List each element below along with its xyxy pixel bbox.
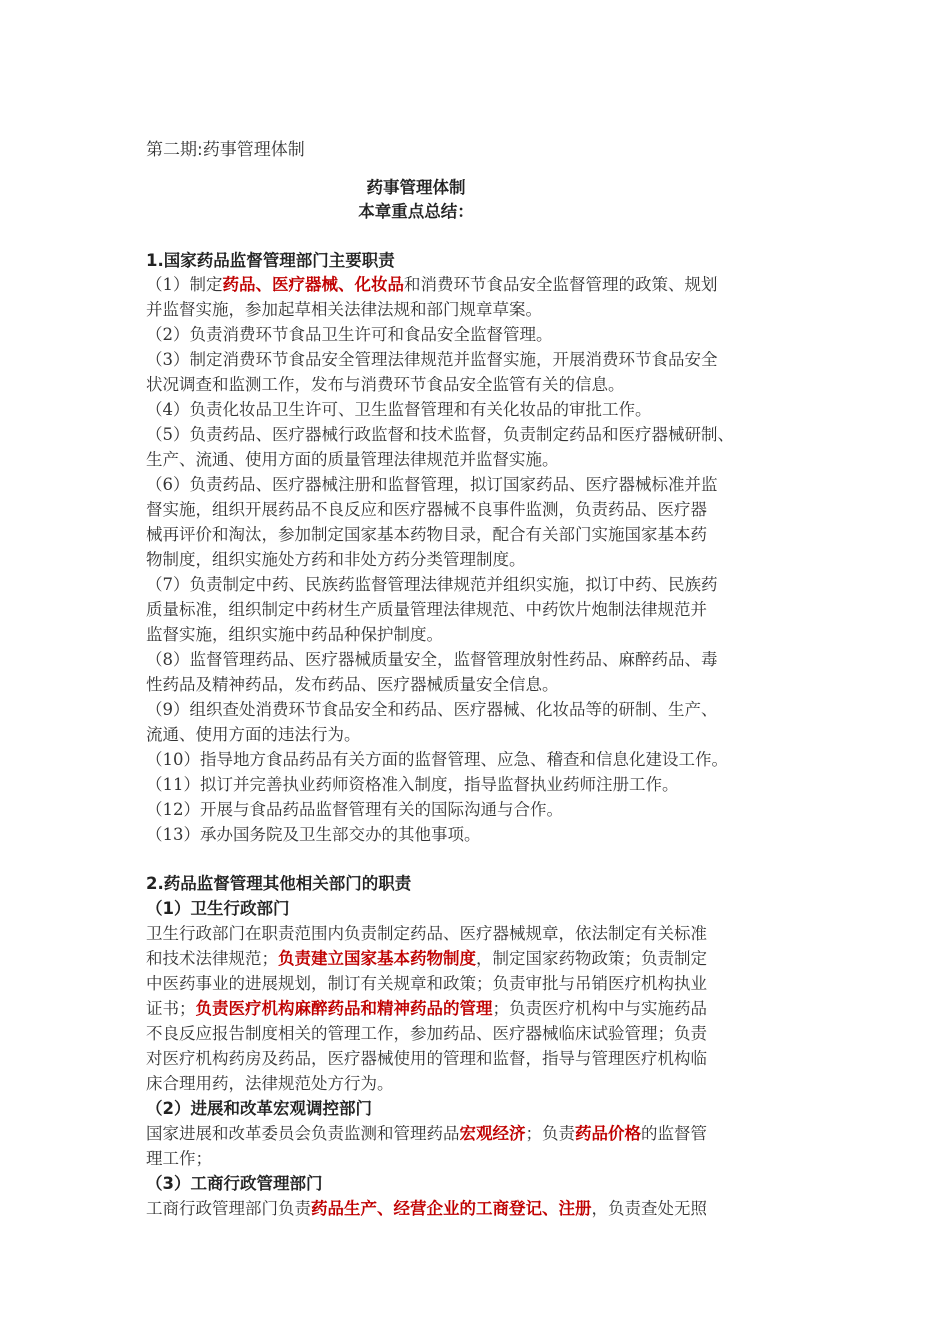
- text-span: 和技术法律规范；: [146, 949, 278, 968]
- text-span: ；负责: [525, 1124, 575, 1143]
- s1-line: 并监督实施，参加起草相关法律法规和部门规章草案。: [146, 300, 542, 319]
- s2-line: [146, 1123, 707, 1145]
- s1-line: （11）拟订并完善执业药师资格准入制度，指导监督执业药师注册工作。: [146, 775, 679, 794]
- text-span: ，制定国家药物政策；负责制定: [476, 949, 707, 968]
- subsection-heading: （3）工商行政管理部门: [146, 1174, 323, 1193]
- s1-line: 物制度，组织实施处方药和非处方药分类管理制度。: [146, 550, 526, 569]
- text-span: ；负责医疗机构中与实施药品: [492, 999, 707, 1018]
- s1-line: （13）承办国务院及卫生部交办的其他事项。: [146, 825, 481, 844]
- s1-line: （8）监督管理药品、医疗器械质量安全，监督管理放射性药品、麻醉药品、毒: [146, 650, 718, 669]
- s1-line: （5）负责药品、医疗器械行政监督和技术监督，负责制定药品和医疗器械研制、: [146, 425, 734, 444]
- highlight-span: 宏观经济: [459, 1124, 526, 1143]
- series-title: 第二期:药事管理体制: [146, 140, 305, 160]
- s1-line: 质量标准，组织制定中药材生产质量管理法律规范、中药饮片炮制法律规范并: [146, 600, 707, 619]
- s1-line: （12）开展与食品药品监督管理有关的国际沟通与合作。: [146, 800, 563, 819]
- s2-line: [146, 998, 707, 1020]
- s1-line: （6）负责药品、医疗器械注册和监督管理，拟订国家药品、医疗器械标准并监: [146, 475, 718, 494]
- s2-line: 理工作；: [146, 1149, 212, 1168]
- text-span: ，负责查处无照: [591, 1199, 707, 1218]
- s2-line: 床合理用药，法律规范处方行为。: [146, 1074, 394, 1093]
- highlight-span: 药品生产、经营企业的工商登记、注册: [311, 1199, 592, 1218]
- s1-line: 监督实施，组织实施中药品种保护制度。: [146, 625, 443, 644]
- highlight-span: 药品价格: [575, 1124, 641, 1143]
- s2-line: 不良反应报告制度相关的管理工作，参加药品、医疗器械临床试验管理；负责: [146, 1024, 707, 1043]
- s1-line: 生产、流通、使用方面的质量管理法律规范并监督实施。: [146, 450, 559, 469]
- s1-line: （7）负责制定中药、民族药监督管理法律规范并组织实施，拟订中药、民族药: [146, 575, 718, 594]
- highlight-span: 药品、医疗器械、化妆品: [222, 275, 404, 294]
- s1-line: （9）组织查处消费环节食品安全和药品、医疗器械、化妆品等的研制、生产、: [146, 700, 718, 719]
- s1-line: （2）负责消费环节食品卫生许可和食品安全监督管理。: [146, 325, 553, 344]
- s1-line: 状况调查和监测工作，发布与消费环节食品安全监管有关的信息。: [146, 375, 625, 394]
- text-span: 证书；: [146, 999, 196, 1018]
- text-span: （1）制定: [146, 275, 223, 294]
- main-title: 药事管理体制: [366, 178, 466, 197]
- subtitle: 本章重点总结：: [358, 202, 474, 221]
- highlight-span: 负责医疗机构麻醉药品和精神药品的管理: [195, 999, 493, 1018]
- highlight-span: 负责建立国家基本药物制度: [278, 949, 476, 968]
- text-span: 和消费环节食品安全监督管理的政策、规划: [404, 275, 718, 294]
- s1-line: （3）制定消费环节食品安全管理法律规范并监督实施，开展消费环节食品安全: [146, 350, 718, 369]
- subsection-heading: （2）进展和改革宏观调控部门: [146, 1099, 372, 1118]
- s1-line: （10）指导地方食品药品有关方面的监督管理、应急、稽查和信息化建设工作。: [146, 750, 728, 769]
- s1-line: 督实施，组织开展药品不良反应和医疗器械不良事件监测，负责药品、医疗器: [146, 500, 707, 519]
- s1-line: 流通、使用方面的违法行为。: [146, 725, 361, 744]
- s2-line: 对医疗机构药房及药品，医疗器械使用的管理和监督，指导与管理医疗机构临: [146, 1049, 707, 1068]
- section1-heading: 1.国家药品监督管理部门主要职责: [146, 251, 395, 270]
- s2-line: 卫生行政部门在职责范围内负责制定药品、医疗器械规章，依法制定有关标准: [146, 924, 707, 943]
- section2-heading: 2.药品监督管理其他相关部门的职责: [146, 874, 412, 893]
- s1-line: 性药品及精神药品，发布药品、医疗器械质量安全信息。: [146, 675, 559, 694]
- s2-line: 中医药事业的进展规划，制订有关规章和政策；负责审批与吊销医疗机构执业: [146, 974, 707, 993]
- s1-line: 械再评价和淘汰，参加制定国家基本药物目录，配合有关部门实施国家基本药: [146, 525, 707, 544]
- text-span: 工商行政管理部门负责: [146, 1199, 311, 1218]
- subsection-heading: （1）卫生行政部门: [146, 899, 290, 918]
- s2-line: [146, 948, 707, 970]
- text-span: 国家进展和改革委员会负责监测和管理药品: [146, 1124, 460, 1143]
- s1-line: [146, 274, 718, 296]
- s1-line: （4）负责化妆品卫生许可、卫生监督管理和有关化妆品的审批工作。: [146, 400, 652, 419]
- text-span: 的监督管: [641, 1124, 707, 1143]
- s2-line: [146, 1198, 707, 1220]
